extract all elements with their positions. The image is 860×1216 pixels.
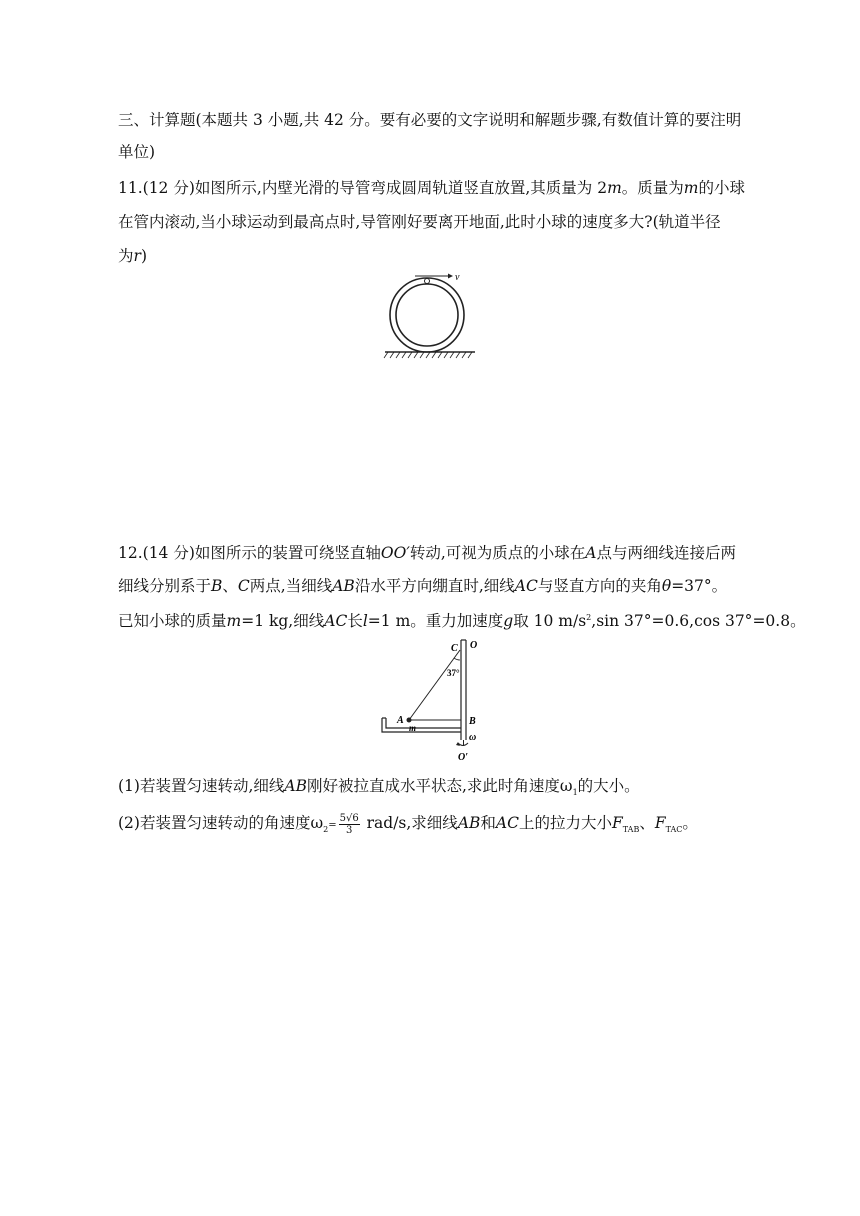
point-symbol: B [211,577,223,595]
segment-symbol: AC [324,612,348,631]
label-O-prime: O′ [458,752,469,763]
sub2-text: 上的拉力大小 [518,814,612,832]
q11-text: ) [140,247,147,265]
force-symbol: F [612,814,623,832]
point-symbol: C [237,577,250,595]
radius-symbol: r [133,247,141,265]
q12-text: =1 m。重力加速度 [367,612,504,631]
q11-tube-figure [380,270,480,362]
tube-outer-circle [390,278,464,352]
q12-text: 两点,当细线 [249,577,333,595]
q12-apparatus-figure [378,636,508,766]
equals-sign: = [328,820,337,831]
label-m: m [409,723,417,733]
mass-symbol: m [226,612,242,631]
q12-text: 、 [222,577,238,595]
sub2-text: rad/s,求细线 [361,814,458,832]
q12-number: 12.(14 分) [118,544,195,562]
q12-text: 转动,可视为质点的小球在 [409,544,586,562]
q12-sub1 [118,775,640,804]
q11-line3 [118,245,147,267]
q11-number: 11.(12 分) [118,179,195,197]
q12-text: 取 10 m/s [513,612,587,631]
segment-symbol: AB [332,577,355,595]
sub2-text: (2)若装置匀速转动的角速度 [118,814,311,832]
q12-text: 。 [711,577,728,595]
q12-text: 已知小球的质量 [118,612,227,631]
q12-line3 [118,607,806,632]
omega-fraction [339,813,360,836]
tube-inner-circle [396,284,458,346]
ground-hatching [384,352,472,358]
label-B: B [469,716,476,727]
length-symbol: l [362,612,368,631]
label-angle: 37° [447,668,460,678]
force-symbol: F [654,814,666,832]
angle-arc [454,658,460,660]
q11-line1 [118,177,745,199]
mass-symbol: m [607,179,622,197]
label-omega: ω [469,732,477,743]
omega-subscript: 1 [572,788,578,798]
q12-text: 长 [347,612,363,631]
fraction-numerator: 5√6 [339,812,359,824]
segment-symbol: AC [514,577,538,595]
sub2-text: 、 [639,814,655,832]
label-O: O [470,640,478,651]
q12-text: =37° [671,577,712,595]
q12-text: =0.6,cos 37° [651,612,753,631]
q12-text: =0.8。 [752,612,806,631]
q11-line2: 在管内滚动,当小球运动到最高点时,导管刚好要离开地面,此时小球的速度多大?(轨道半径 [118,213,721,231]
mass-symbol: m [683,179,699,197]
q12-text: 如图所示的装置可绕竖直轴 [194,544,381,562]
label-A: A [397,715,404,726]
sub1-text: (1)若装置匀速转动,细线 [118,777,285,795]
omega-symbol: ω [310,814,324,832]
section-heading-line2: 单位) [118,143,156,161]
q12-text: 沿水平方向绷直时,细线 [354,577,515,595]
segment-symbol: AC [495,814,519,832]
q11-text: 为 [118,247,134,265]
force-subscript: TAC [665,825,683,835]
axis-symbol: OO′ [380,544,410,562]
omega-symbol: ω [559,777,573,795]
velocity-arrowhead [448,274,453,279]
string-AC [409,650,460,720]
q12-text: =1 kg,细线 [241,612,325,631]
sub2-text: 。 [682,814,698,832]
exponent: 2 [586,613,592,622]
q11-text: 如图所示,内壁光滑的导管弯成圆周轨道竖直放置,其质量为 2 [194,179,608,197]
velocity-label: v [455,272,460,283]
q12-line1 [118,542,736,564]
q12-text: ,sin 37° [591,612,652,631]
angle-symbol: θ [661,577,672,595]
gravity-symbol: g [503,612,514,631]
q11-text: 。质量为 [621,179,684,197]
section-heading-line1: 三、计算题(本题共 3 小题,共 42 分。要有必要的文字说明和解题步骤,有数值计算的要注明 [118,111,742,129]
q12-sub2 [118,812,698,841]
q12-line2 [118,575,727,597]
q12-text: 细线分别系于 [118,577,212,595]
sub1-text: 的大小。 [577,777,640,795]
point-symbol: A [585,544,597,562]
fraction-denominator: 3 [345,824,353,836]
omega-subscript: 2 [323,825,329,835]
force-subscript: TAB [622,825,640,835]
label-C: C [451,643,458,654]
q11-text: 的小球 [698,179,745,197]
segment-symbol: AB [457,814,481,832]
segment-symbol: AB [284,777,307,795]
q12-text: 与竖直方向的夹角 [537,577,662,595]
sub2-text: 和 [480,814,496,832]
q12-text: 点与两细线连接后两 [596,544,737,562]
ball [425,279,430,284]
ball-A [407,718,412,723]
sub1-text: 刚好被拉直成水平状态,求此时角速度 [306,777,560,795]
